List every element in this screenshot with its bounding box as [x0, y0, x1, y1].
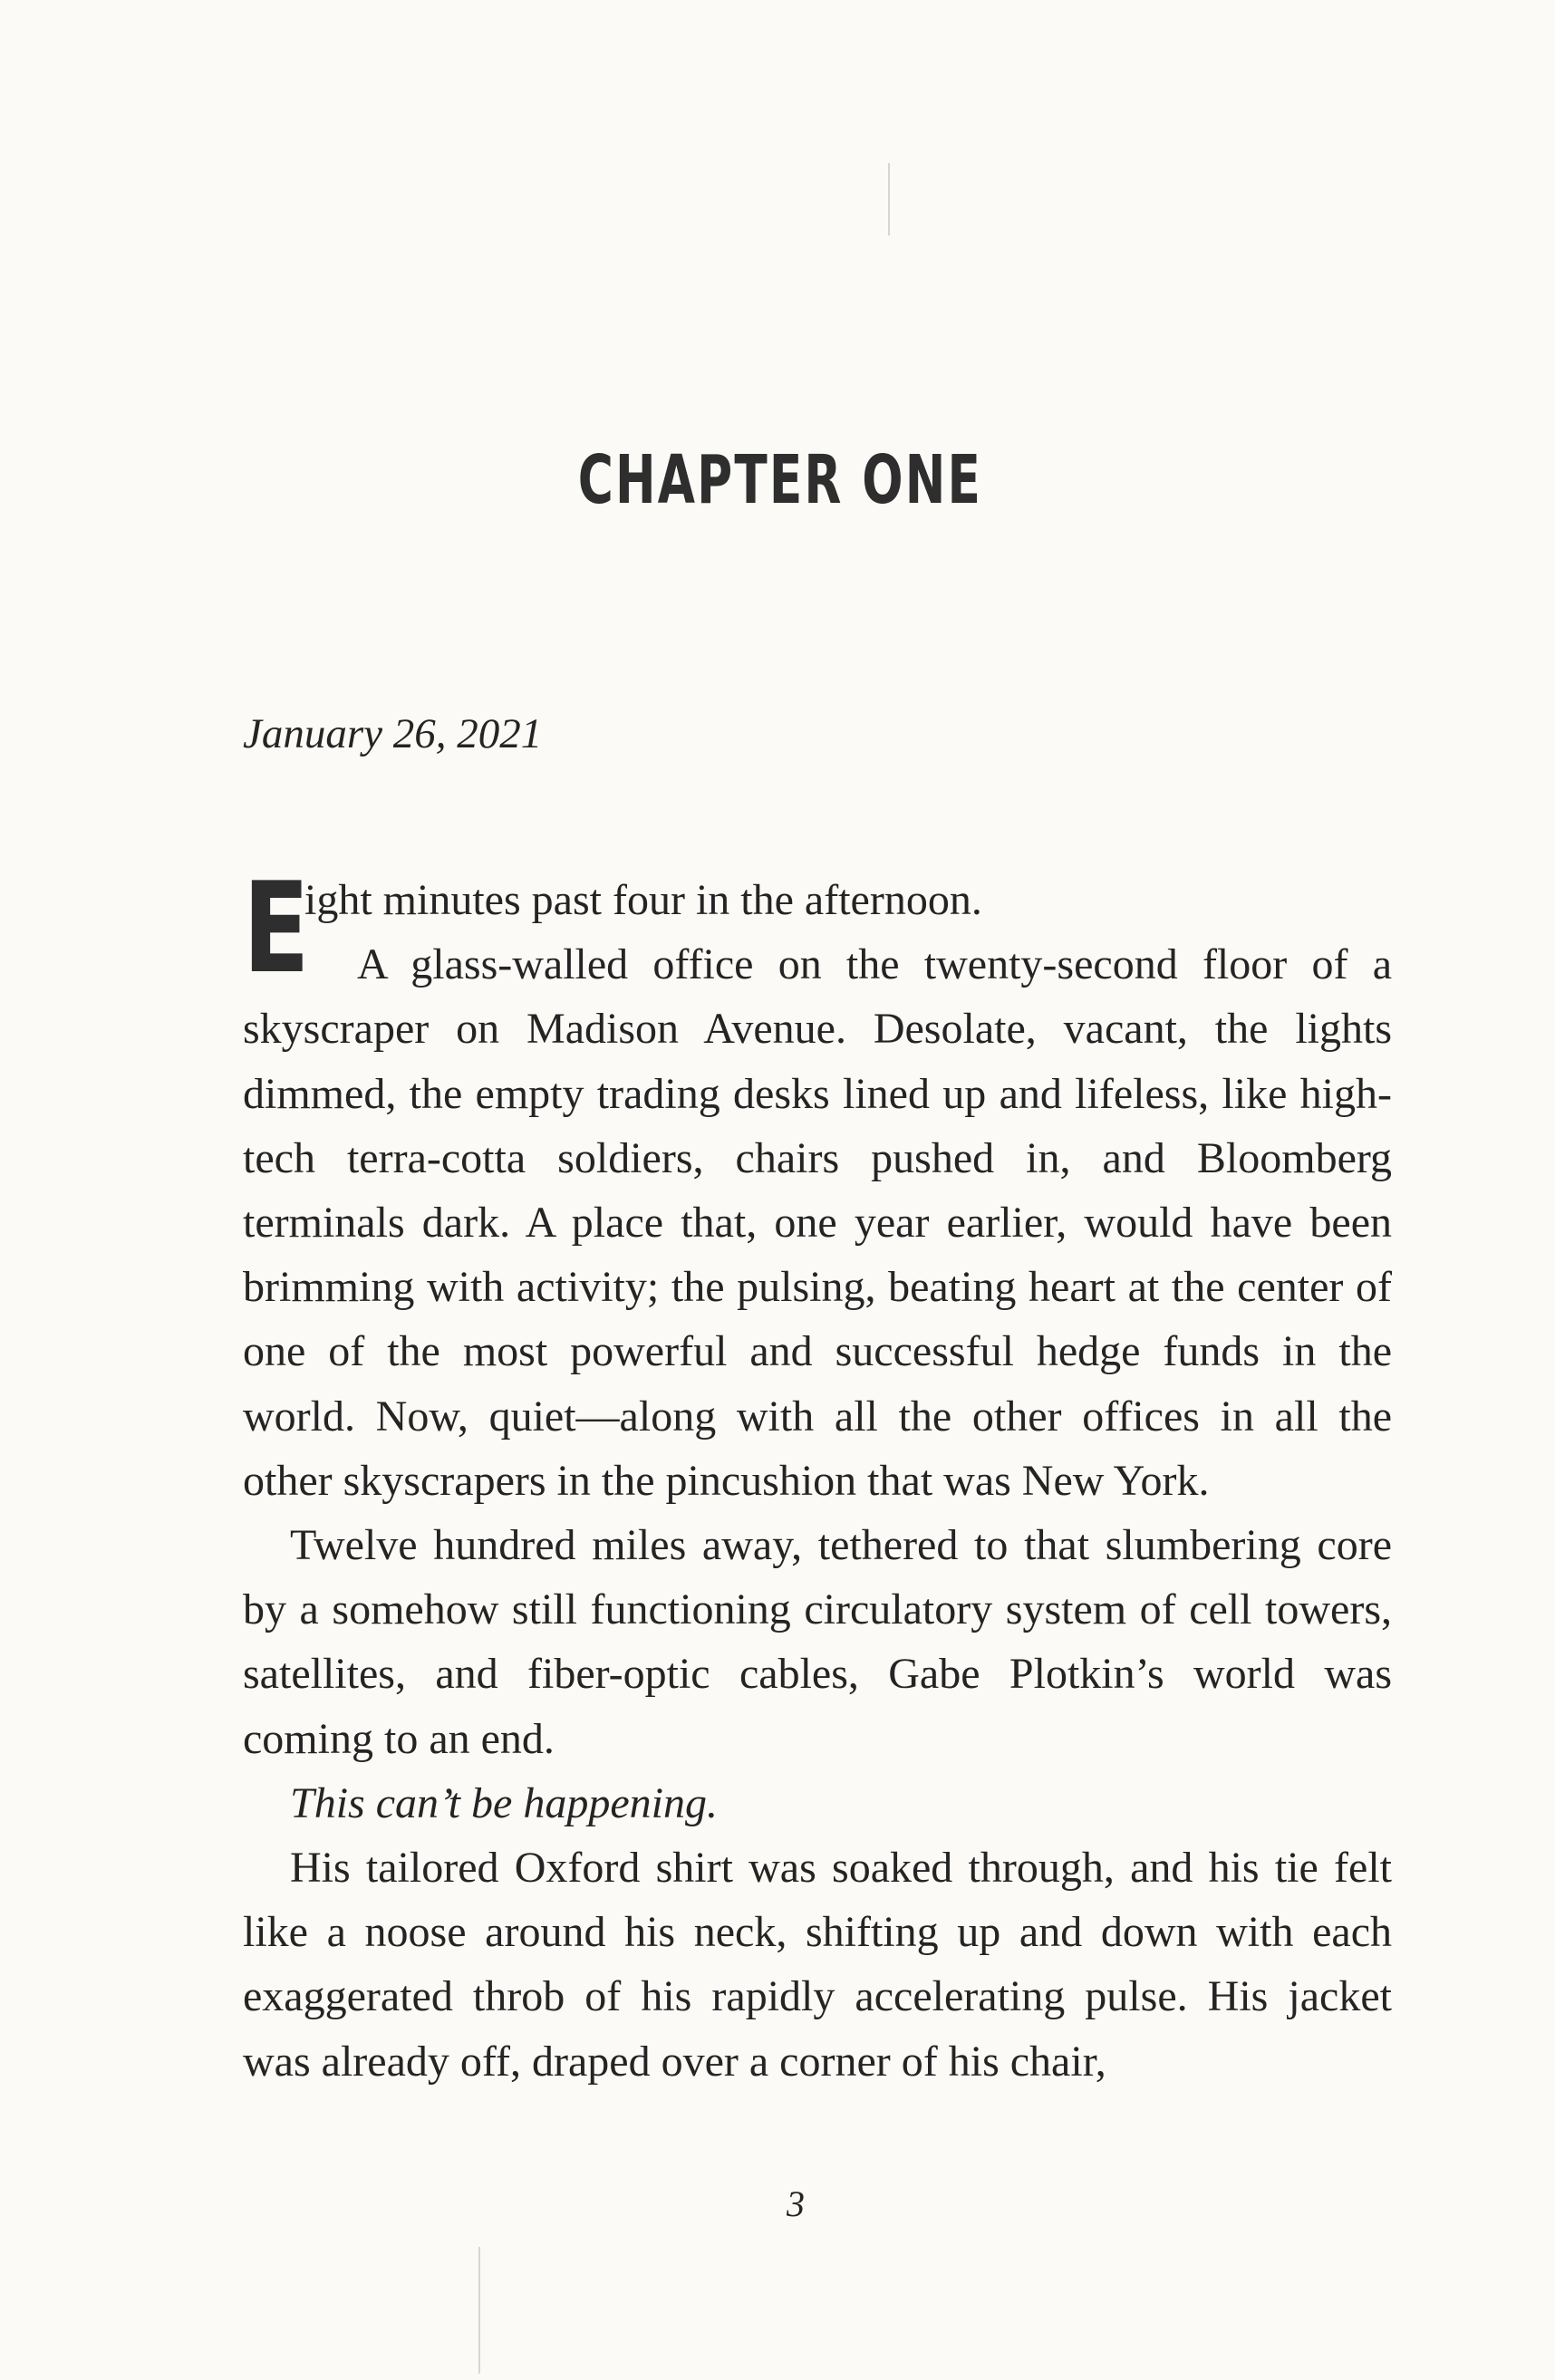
drop-cap-letter: E: [243, 855, 310, 1001]
scan-artifact-mark: [478, 2247, 480, 2374]
chapter-date: January 26, 2021: [243, 710, 543, 757]
scan-artifact-mark: [888, 163, 890, 236]
chapter-body: [243, 855, 1392, 2094]
chapter-title: CHAPTER ONE: [577, 441, 983, 519]
page-number: 3: [787, 2183, 805, 2224]
paragraph-2: A glass-walled office on the twenty-second floor of a skyscraper on Madison Avenue. Desolate, vacant, the lights dimmed, the empty trading desks lined up and lifeless, like high-tech terra-cotta soldiers, chairs pushed in, and Bloomberg terminals dark. A place that, one year earlier, would have been brimming with activity; the pulsing, beating heart at the center of one of the most powerful and successful hedge funds in the world. Now, quiet—along with all the other offices in all the other skyscrapers in the pincushion that was New York.: [243, 940, 1392, 1505]
paragraph-1-text: ight minutes past four in the afternoon.: [304, 876, 982, 924]
paragraph-1: [243, 855, 1392, 1001]
paragraph-5: His tailored Oxford shirt was soaked through, and his tie felt like a noose around his neck, shifting up and down with each exaggerated throb of his rapidly accelerating pulse. His jacket was already off, draped over a corner of his chair,: [243, 1844, 1392, 2086]
paragraph-4-italic: This can’t be happening.: [290, 1778, 718, 1827]
paragraph-3: Twelve hundred miles away, tethered to that slumbering core by a somehow still functioning circulatory system of cell towers, satellites, and fiber-optic cables, Gabe Plotkin’s world was coming to an end.: [243, 1521, 1392, 1763]
